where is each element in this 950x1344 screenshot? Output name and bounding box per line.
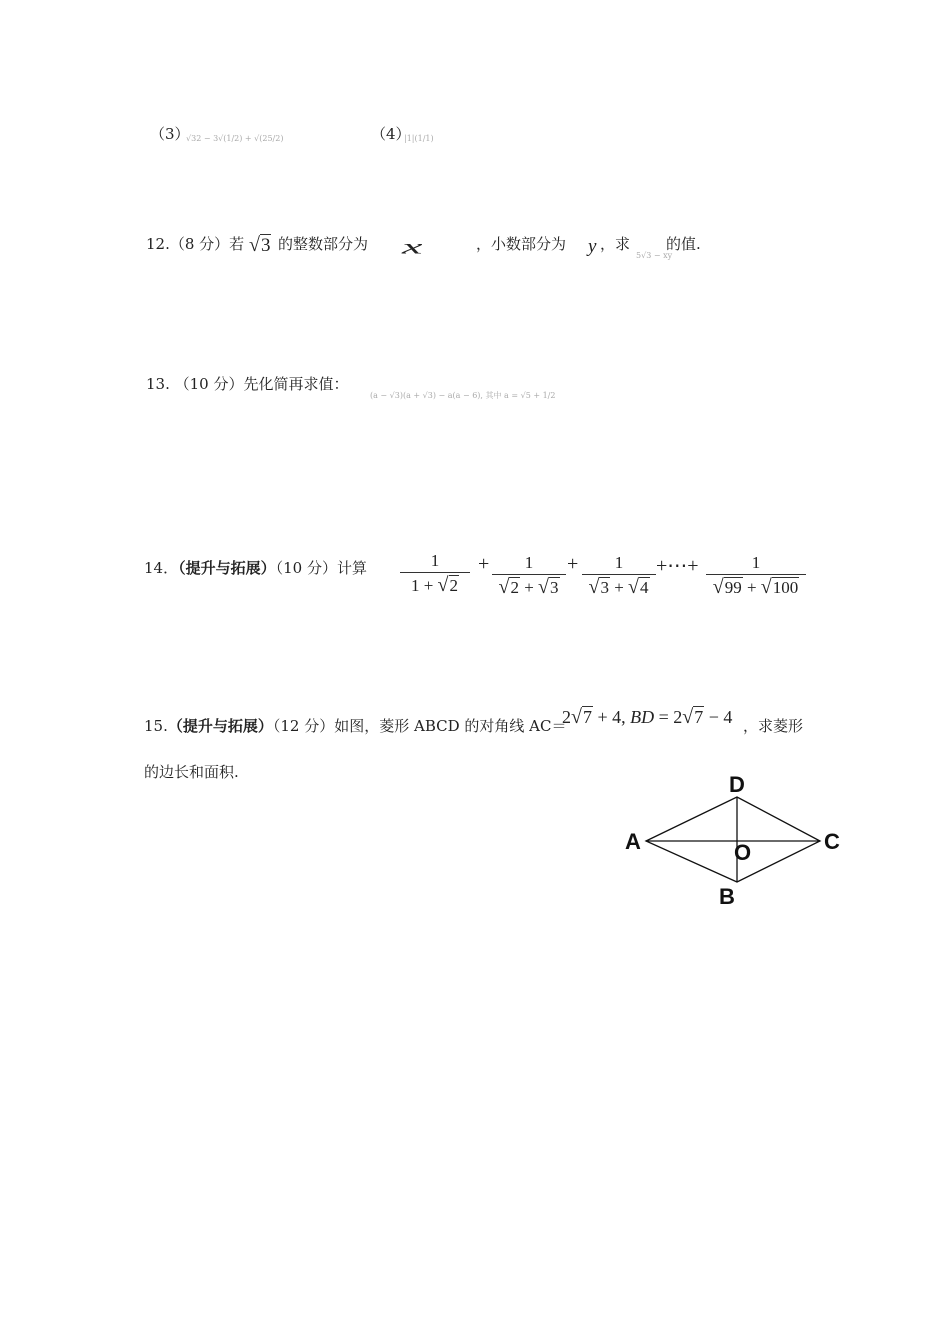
q12-y-variable: y xyxy=(588,236,597,257)
q14-ellipsis: +⋯+ xyxy=(656,555,699,577)
q14-number: 14． xyxy=(144,559,179,577)
rhombus-outline xyxy=(646,797,820,882)
q14-line xyxy=(144,558,367,578)
q14-term-last-numerator: 1 xyxy=(751,553,761,572)
q15-text-b: ，求菱形 xyxy=(743,717,804,735)
q15-number: 15. xyxy=(144,717,168,735)
vertex-label-d: D xyxy=(729,772,745,797)
q14-term-1: 1 1 + √2 xyxy=(400,550,470,598)
q14-score: （10 分） xyxy=(275,559,337,577)
q12-expression: 5√3 − xy xyxy=(636,251,673,260)
q12-x-variable: x xyxy=(402,235,421,259)
q11-part4-label: （4） xyxy=(371,125,411,143)
q12-text-d: ，求 xyxy=(600,235,631,253)
q12-line xyxy=(146,234,244,254)
q15-text-c: 的边长和面积. xyxy=(144,763,239,781)
q14-term-3-numerator: 1 xyxy=(614,553,624,572)
q13-number: 13. xyxy=(146,375,170,393)
q11-part4-expression: |1|(1/1) xyxy=(404,134,434,143)
q12-number: 12. xyxy=(146,235,170,253)
q15-line-1 xyxy=(144,716,567,736)
rhombus-figure xyxy=(610,764,850,914)
q12-text-c: ，小数部分为 xyxy=(476,235,567,253)
q15-ac-bd-expression: 2√7 + 4, BD = 2√7 − 4 xyxy=(562,706,733,728)
q12-score: （8 分） xyxy=(169,235,230,253)
q14-text: 计算 xyxy=(336,559,367,577)
q14-plus-1: + xyxy=(478,553,490,575)
center-label-o: O xyxy=(734,840,752,865)
q14-term-last: 1 √99 + √100 xyxy=(706,552,806,600)
q14-tag: （提升与拓展） xyxy=(178,559,276,577)
q12-sqrt3: √3 xyxy=(249,234,271,256)
q12-text-e: 的值. xyxy=(666,235,701,253)
q11-part3-expression: √32 − 3√(1/2) + √(25/2) xyxy=(186,134,284,143)
q14-term-1-clipped xyxy=(400,551,470,596)
q15-text-a: 如图，菱形 ABCD 的对角线 AC＝ xyxy=(334,717,567,735)
q14-term-3: 1 √3 + √4 xyxy=(582,552,656,600)
q12-text-b: 的整数部分为 xyxy=(278,235,369,253)
vertex-label-c: C xyxy=(824,829,840,854)
q13-line xyxy=(146,374,349,394)
q14-term-2-numerator: 1 xyxy=(524,553,534,572)
q12-text-a: 若 xyxy=(229,235,245,253)
q14-plus-2: + xyxy=(567,553,579,575)
q13-score: （10 分） xyxy=(174,375,244,393)
q15-tag: （提升与拓展） xyxy=(167,717,273,735)
q14-term-2: 1 √2 + √3 xyxy=(492,552,566,600)
q12-sqrt-arg: 3 xyxy=(260,235,271,256)
q11-part3-label: （3） xyxy=(150,125,190,143)
q13-expression: (a − √3)(a + √3) − a(a − 6), 其中 a = √5 + 1/2 xyxy=(370,391,556,400)
q13-text: 先化简再求值： xyxy=(243,375,349,393)
vertex-label-b: B xyxy=(719,884,735,909)
vertex-label-a: A xyxy=(625,829,641,854)
q15-score: （12 分） xyxy=(272,717,335,735)
